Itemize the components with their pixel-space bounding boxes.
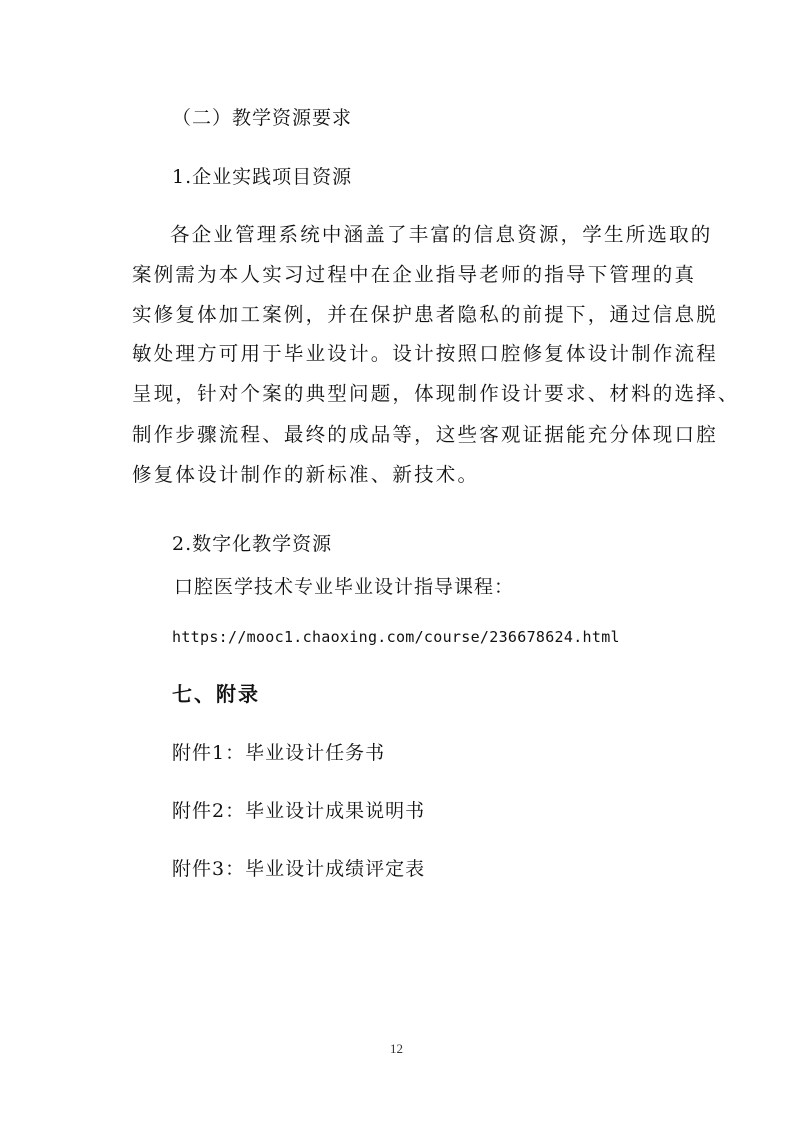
appendix-item: 附件1：毕业设计任务书 — [172, 742, 386, 764]
paragraph-line: 呈现，针对个案的典型问题，体现制作设计要求、材料的选择、 — [132, 382, 740, 405]
course-url-link[interactable]: https://mooc1.chaoxing.com/course/236678624.html — [172, 628, 620, 646]
item2-title: 2.数字化教学资源 — [172, 533, 333, 555]
paragraph-line: 敏处理方可用于毕业设计。设计按照口腔修复体设计制作流程 — [132, 342, 718, 365]
appendix-heading: 七、附录 — [172, 682, 260, 706]
paragraph-line: 各企业管理系统中涵盖了丰富的信息资源，学生所选取的 — [170, 223, 713, 246]
appendix-item: 附件2：毕业设计成果说明书 — [172, 800, 426, 822]
page-number: 12 — [390, 1041, 403, 1056]
paragraph-line: 制作步骤流程、最终的成品等，这些客观证据能充分体现口腔 — [132, 423, 718, 446]
item1-title: 1.企业实践项目资源 — [172, 166, 353, 188]
paragraph-line: 修复体设计制作的新标准、新技术。 — [132, 463, 480, 486]
appendix-item: 附件3：毕业设计成绩评定表 — [172, 858, 426, 880]
paragraph-line: 案例需为本人实习过程中在企业指导老师的指导下管理的真 — [132, 263, 697, 286]
section-heading: （二）教学资源要求 — [172, 107, 353, 129]
paragraph-line: 实修复体加工案例，并在保护患者隐私的前提下，通过信息脱 — [132, 303, 718, 326]
course-label: 口腔医学技术专业毕业设计指导课程： — [174, 576, 515, 598]
